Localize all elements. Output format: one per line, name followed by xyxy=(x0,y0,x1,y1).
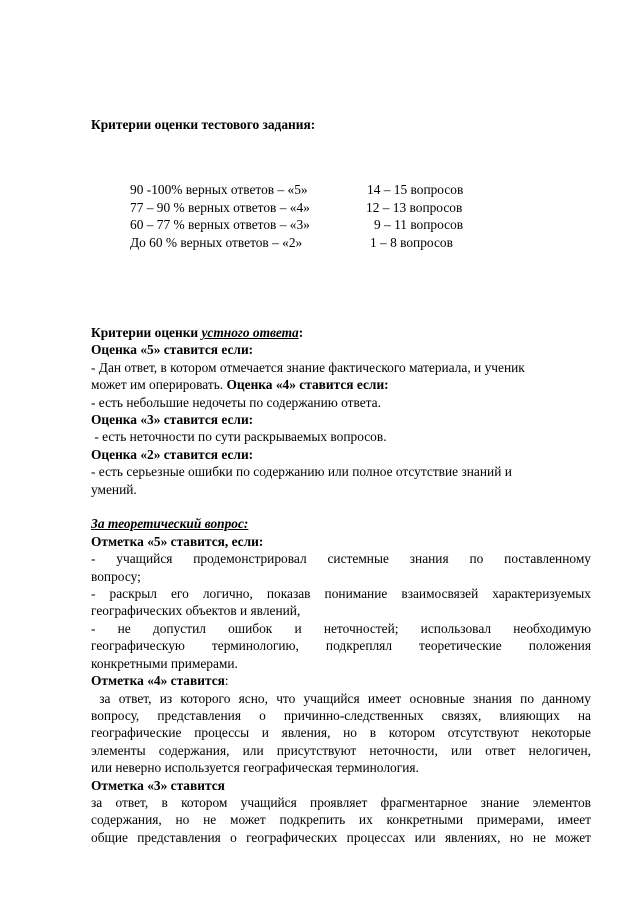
mark4-line: географические процессы и явления, но в котором отсутствуют некоторые xyxy=(91,725,591,741)
criteria-body xyxy=(91,324,591,846)
oral-title-suffix: : xyxy=(298,325,304,340)
mark4-line: элементы содержания, или присутствуют неточности, или ответ нелогичен, xyxy=(91,742,591,758)
test-criteria-title: Критерии оценки тестового задания: xyxy=(91,117,316,132)
mark3-line: общие представления о географических процессах или явлениях, но не может xyxy=(91,829,591,845)
grade-questions: 1 – 8 вопросов xyxy=(370,234,453,250)
grade5-text-line1: - Дан ответ, в котором отмечается знание фактического материала, и ученик xyxy=(91,359,525,375)
grade-percent: До 60 % верных ответов – «2» xyxy=(130,234,303,250)
grade2-text-line1: - есть серьезные ошибки по содержанию или полное отсутствие знаний и xyxy=(91,464,512,480)
mark3-line: содержания, но не может подкрепить их конкретными примерами, имеет xyxy=(91,812,591,828)
grade-percent: 77 – 90 % верных ответов – «4» xyxy=(130,199,310,215)
grade5-text-tail: может им оперировать. xyxy=(91,377,227,393)
grade3-heading: Оценка «3» ставится если: xyxy=(91,412,254,428)
grade-percent: 90 -100% верных ответов – «5» xyxy=(130,182,308,197)
mark4-line: или неверно используется географическая терминология. xyxy=(91,760,419,776)
oral-title-prefix: Критерии оценки xyxy=(91,325,202,340)
mark4-colon: : xyxy=(224,673,229,689)
grade-questions: 9 – 11 вопросов xyxy=(374,217,464,232)
mark4-heading: Отметка «4» ставится xyxy=(91,673,225,689)
mark5-line: вопросу; xyxy=(91,568,141,584)
oral-title-emphasis: устного ответа xyxy=(201,325,299,340)
grade4-text: - есть небольшие недочеты по содержанию ответа. xyxy=(91,394,381,410)
spacer xyxy=(91,498,591,515)
mark5-heading: Отметка «5» ставится, если: xyxy=(91,533,264,549)
grade4-heading: Оценка «4» ставится если: xyxy=(226,377,389,393)
mark3-heading: Отметка «3» ставится xyxy=(91,777,225,793)
grade-questions: 12 – 13 вопросов xyxy=(366,199,463,215)
grade-questions: 14 – 15 вопросов xyxy=(367,182,464,197)
grade3-text: - есть неточности по сути раскрываемых вопросов. xyxy=(91,429,387,445)
grade5-heading: Оценка «5» ставится если: xyxy=(91,342,254,358)
mark5-line: - не допустил ошибок и неточностей; использовал необходимую xyxy=(91,620,591,636)
mark5-line: географических объектов и явлений, xyxy=(91,603,301,619)
mark5-line: - раскрыл его логично, показав понимание взаимосвязей характеризуемых xyxy=(91,586,591,602)
mark5-line: - учащийся продемонстрировал системные знания по поставленному xyxy=(91,551,591,567)
mark3-line: за ответ, в котором учащийся проявляет фрагментарное знание элементов xyxy=(91,794,591,810)
mark4-line: за ответ, из которого ясно, что учащийся имеет основные знания по данному xyxy=(91,690,591,706)
mark4-heading-line xyxy=(91,672,591,689)
oral-criteria-title xyxy=(91,324,591,341)
grade-percent: 60 – 77 % верных ответов – «3» xyxy=(130,217,310,232)
mark5-line: конкретными примерами. xyxy=(91,655,238,671)
grade2-text-line2: умений. xyxy=(91,481,137,497)
grade5-text-line2 xyxy=(91,376,591,393)
grade2-heading: Оценка «2» ставится если: xyxy=(91,446,254,462)
mark5-line: географическую терминологию, подкреплял теоретические положения xyxy=(91,638,591,654)
theory-title: За теоретический вопрос: xyxy=(91,516,249,532)
mark4-line: вопросу, представления о причинно-следственных связях, влияющих на xyxy=(91,707,591,723)
